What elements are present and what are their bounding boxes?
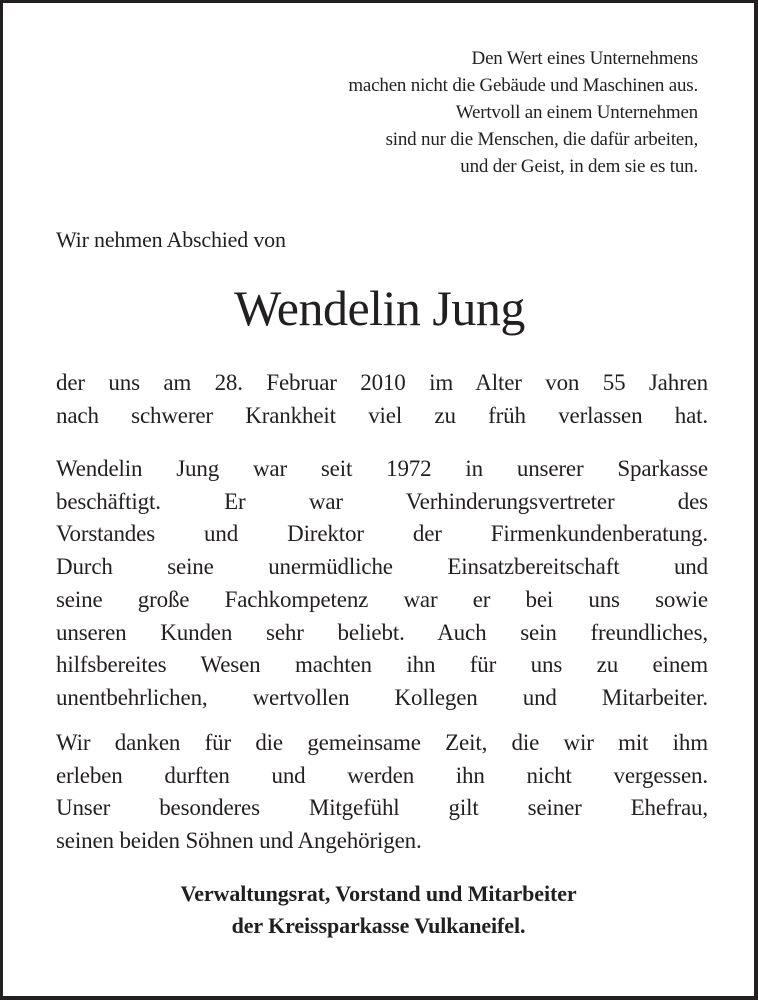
paragraph-line: seinen beiden Söhnen und Angehörigen. — [56, 828, 422, 854]
paragraph-line: Unser besonderes Mitgefühl gilt seiner Ehefrau, — [56, 795, 708, 821]
paragraph-career — [56, 453, 708, 715]
paragraph-line: hilfsbereites Wesen machten ihn für uns zu einem — [56, 652, 708, 678]
paragraph-line: seine große Fachkompetenz war er bei uns sowie — [56, 586, 708, 612]
quote-line: und der Geist, in dem sie es tun. — [460, 156, 698, 177]
paragraph-line: der uns am 28. Februar 2010 im Alter von 55 Jahren — [56, 370, 708, 395]
paragraph-line: erleben durften und werden ihn nicht vergessen. — [56, 762, 708, 788]
signature-line: Verwaltungsrat, Vorstand und Mitarbeiter — [180, 881, 577, 906]
paragraph-death-notice — [56, 367, 708, 432]
paragraph-line: unentbehrlichen, wertvollen Kollegen und Mitarbeiter. — [56, 684, 708, 710]
quote-line: Wertvoll an einem Unternehmen — [455, 102, 698, 123]
paragraph-line: Durch seine unermüdliche Einsatzbereitschaft und — [56, 554, 708, 580]
intro-text: Wir nehmen Abschied von — [56, 227, 286, 252]
deceased-name: Wendelin Jung — [234, 280, 525, 336]
quote-line: sind nur die Menschen, die dafür arbeiten, — [385, 129, 698, 150]
paragraph-line: Wir danken für die gemeinsame Zeit, die wir mit ihm — [56, 730, 708, 755]
quote-line: machen nicht die Gebäude und Maschinen aus. — [348, 75, 698, 96]
quote-line: Den Wert eines Unternehmens — [471, 48, 698, 69]
paragraph-thanks — [56, 727, 708, 858]
epigraph-quote — [348, 45, 698, 180]
paragraph-line: nach schwerer Krankheit viel zu früh verlassen hat. — [56, 402, 708, 428]
paragraph-line: Wendelin Jung war seit 1972 in unserer Sparkasse — [56, 456, 708, 481]
paragraph-line: unseren Kunden sehr beliebt. Auch sein freundliches, — [56, 619, 708, 645]
signature-block — [3, 878, 754, 942]
paragraph-line: beschäftigt. Er war Verhinderungsvertreter des — [56, 488, 708, 514]
paragraph-line: Vorstandes und Direktor der Firmenkundenberatung. — [56, 521, 708, 547]
signature-line: der Kreissparkasse Vulkaneifel. — [231, 913, 526, 938]
